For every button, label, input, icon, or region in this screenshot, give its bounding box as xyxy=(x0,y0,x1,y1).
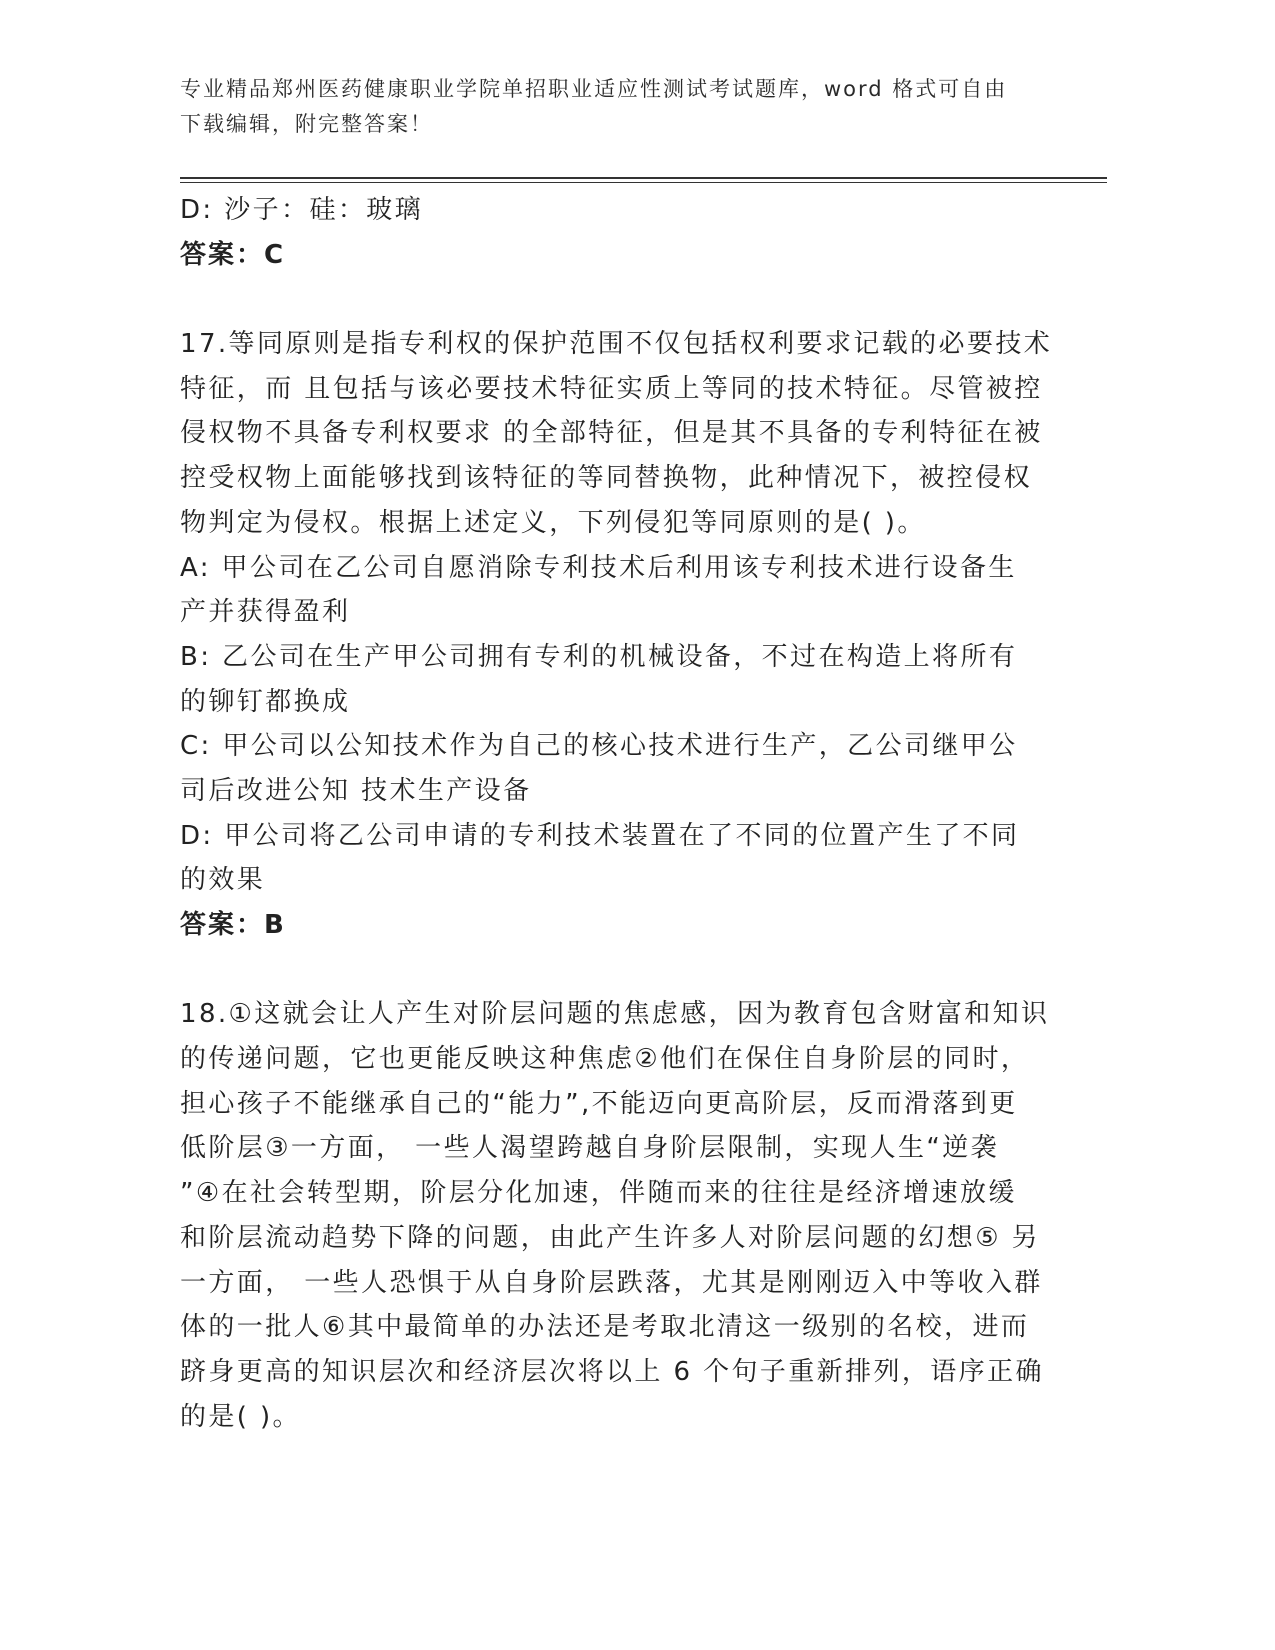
page-header xyxy=(180,72,1040,142)
option-d-continued: 的效果 xyxy=(180,865,266,896)
header-line-1: 专业精品郑州医药健康职业学院单招职业适应性测试考试题库，word 格式可自由 xyxy=(180,77,1008,101)
document-body xyxy=(180,188,1053,1439)
header-divider-thin xyxy=(180,182,1107,183)
question-18 xyxy=(180,992,1050,1439)
option-b: B: 乙公司在生产甲公司拥有专利的机械设备，不过在构造上将所有 xyxy=(180,641,1018,672)
option-c: C: 甲公司以公知技术作为自己的核心技术进行生产，乙公司继甲公 xyxy=(180,731,1018,762)
question-17 xyxy=(180,322,1053,948)
option-c-continued: 司后改进公知 技术生产设备 xyxy=(180,775,532,806)
option-b-continued: 的铆钉都换成 xyxy=(180,686,351,717)
question-stem-line: 的传递问题，它也更能反映这种焦虑②他们在保住自身阶层的同时， xyxy=(180,1044,1030,1075)
question-stem-line: 侵权物不具备专利权要求 的全部特征，但是其不具备的专利特征在被 xyxy=(180,418,1043,449)
question-stem-line: 控受权物上面能够找到该特征的等同替换物，此种情况下，被控侵权 xyxy=(180,463,1033,494)
question-stem-line: 体的一批人⑥其中最简单的办法还是考取北清这一级别的名校，进而 xyxy=(180,1312,1030,1343)
answer-line: 答案：B xyxy=(180,910,286,940)
question-stem-line: 特征，而 且包括与该必要技术特征实质上等同的技术特征。尽管被控 xyxy=(180,373,1043,404)
question-stem-line: 的是( )。 xyxy=(180,1401,301,1432)
question-stem-line: 跻身更高的知识层次和经济层次将以上 6 个句子重新排列，语序正确 xyxy=(180,1356,1044,1387)
header-divider-thick xyxy=(180,177,1107,179)
spacer xyxy=(180,277,1040,322)
question-stem-line: 物判定为侵权。根据上述定义，下列侵犯等同原则的是( )。 xyxy=(180,507,926,538)
question-stem-line: 17.等同原则是指专利权的保护范围不仅包括权利要求记载的必要技术 xyxy=(180,329,1053,360)
question-stem-line: 一方面， 一些人恐惧于从自身阶层跌落，尤其是刚刚迈入中等收入群 xyxy=(180,1267,1043,1298)
option-d: D: 甲公司将乙公司申请的专利技术装置在了不同的位置产生了不同 xyxy=(180,820,1020,851)
option-a-continued: 产并获得盈利 xyxy=(180,597,351,628)
question-stem-line: 担心孩子不能继承自己的“能力”,不能迈向更高阶层，反而滑落到更 xyxy=(180,1088,1018,1119)
question-stem-line: ”④在社会转型期，阶层分化加速，伴随而来的往往是经济增速放缓 xyxy=(180,1178,1017,1209)
option-d: D: 沙子：硅：玻璃 xyxy=(180,195,424,225)
answer-line: 答案：C xyxy=(180,239,286,270)
previous-question-tail xyxy=(180,188,1040,277)
spacer xyxy=(180,948,1040,993)
header-line-2: 下载编辑，附完整答案！ xyxy=(180,112,433,136)
question-stem-line: 18.①这就会让人产生对阶层问题的焦虑感，因为教育包含财富和知识 xyxy=(180,999,1050,1030)
option-a: A: 甲公司在乙公司自愿消除专利技术后利用该专利技术进行设备生 xyxy=(180,552,1017,583)
question-stem-line: 和阶层流动趋势下降的问题，由此产生许多人对阶层问题的幻想⑤ 另 xyxy=(180,1222,1040,1253)
question-stem-line: 低阶层③一方面， 一些人渴望跨越自身阶层限制，实现人生“逆袭 xyxy=(180,1133,1000,1164)
